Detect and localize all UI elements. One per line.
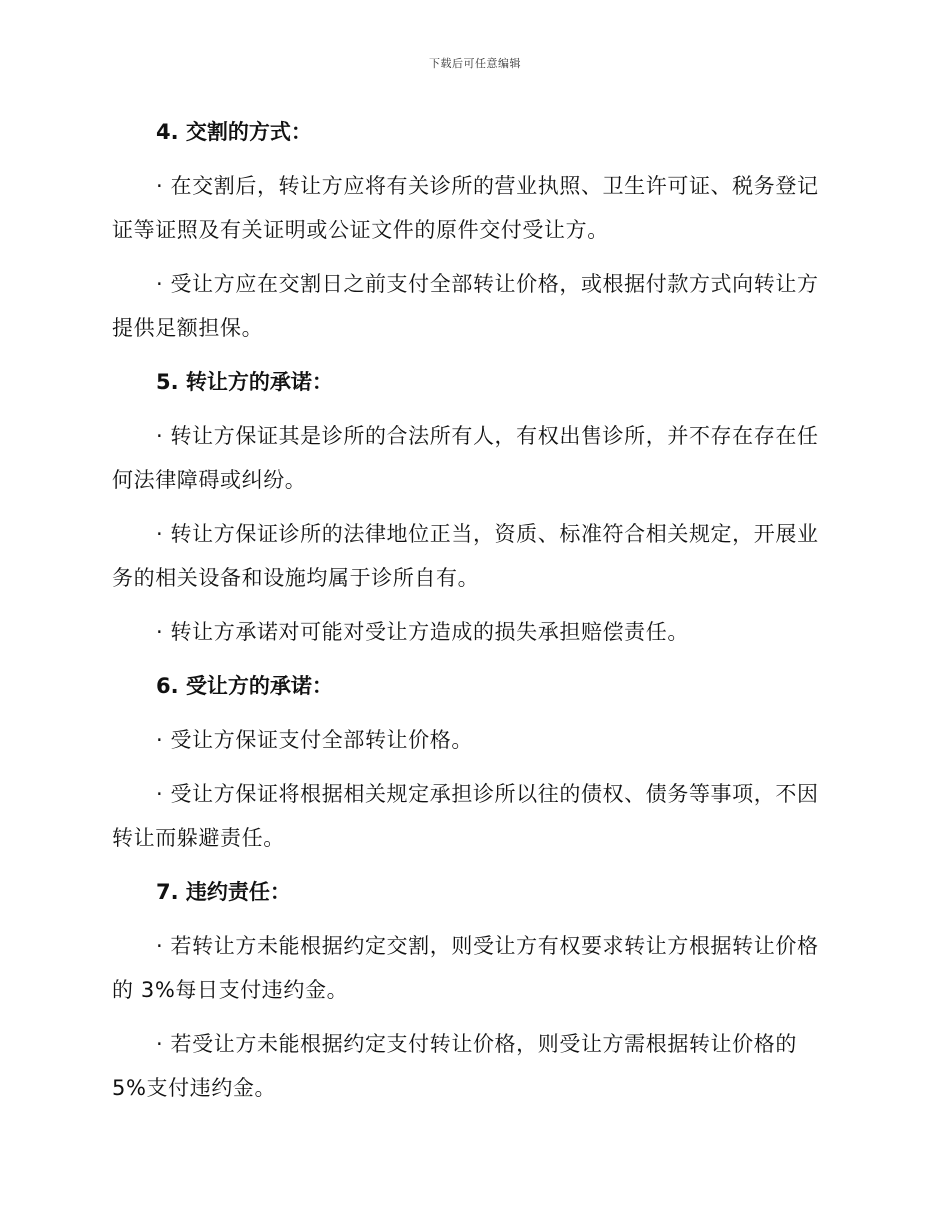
clause-paragraph: · 若受让方未能根据约定支付转让价格，则受让方需根据转让价格的 5%支付违约金。 xyxy=(112,1032,797,1100)
page-header-note: 下载后可任意编辑 xyxy=(429,57,521,70)
section-heading-delivery: 4. 交割的方式： xyxy=(156,120,312,144)
clause-paragraph: · 在交割后，转让方应将有关诊所的营业执照、卫生许可证、税务登记证等证照及有关证明或公证文件的原件交付受让方。 xyxy=(112,174,819,242)
document-body xyxy=(112,110,832,1120)
section-heading-transferor-commitments: 5. 转让方的承诺： xyxy=(156,370,333,394)
clause-paragraph: · 若转让方未能根据约定交割，则受让方有权要求转让方根据转让价格的 3%每日支付违约金。 xyxy=(112,934,819,1002)
clause-paragraph: · 受让方应在交割日之前支付全部转让价格，或根据付款方式向转让方提供足额担保。 xyxy=(112,272,819,340)
section-heading-breach-liability: 7. 违约责任： xyxy=(156,880,291,904)
clause-paragraph: · 受让方保证支付全部转让价格。 xyxy=(156,728,473,752)
clause-paragraph: · 受让方保证将根据相关规定承担诊所以往的债权、债务等事项，不因转让而躲避责任。 xyxy=(112,782,819,850)
clause-paragraph: · 转让方保证其是诊所的合法所有人，有权出售诊所，并不存在存在任何法律障碍或纠纷。 xyxy=(112,424,819,492)
clause-paragraph: · 转让方承诺对可能对受让方造成的损失承担赔偿责任。 xyxy=(156,620,689,644)
clause-paragraph: · 转让方保证诊所的法律地位正当，资质、标准符合相关规定，开展业务的相关设备和设施均属于诊所自有。 xyxy=(112,522,819,590)
section-heading-transferee-commitments: 6. 受让方的承诺： xyxy=(156,674,333,698)
